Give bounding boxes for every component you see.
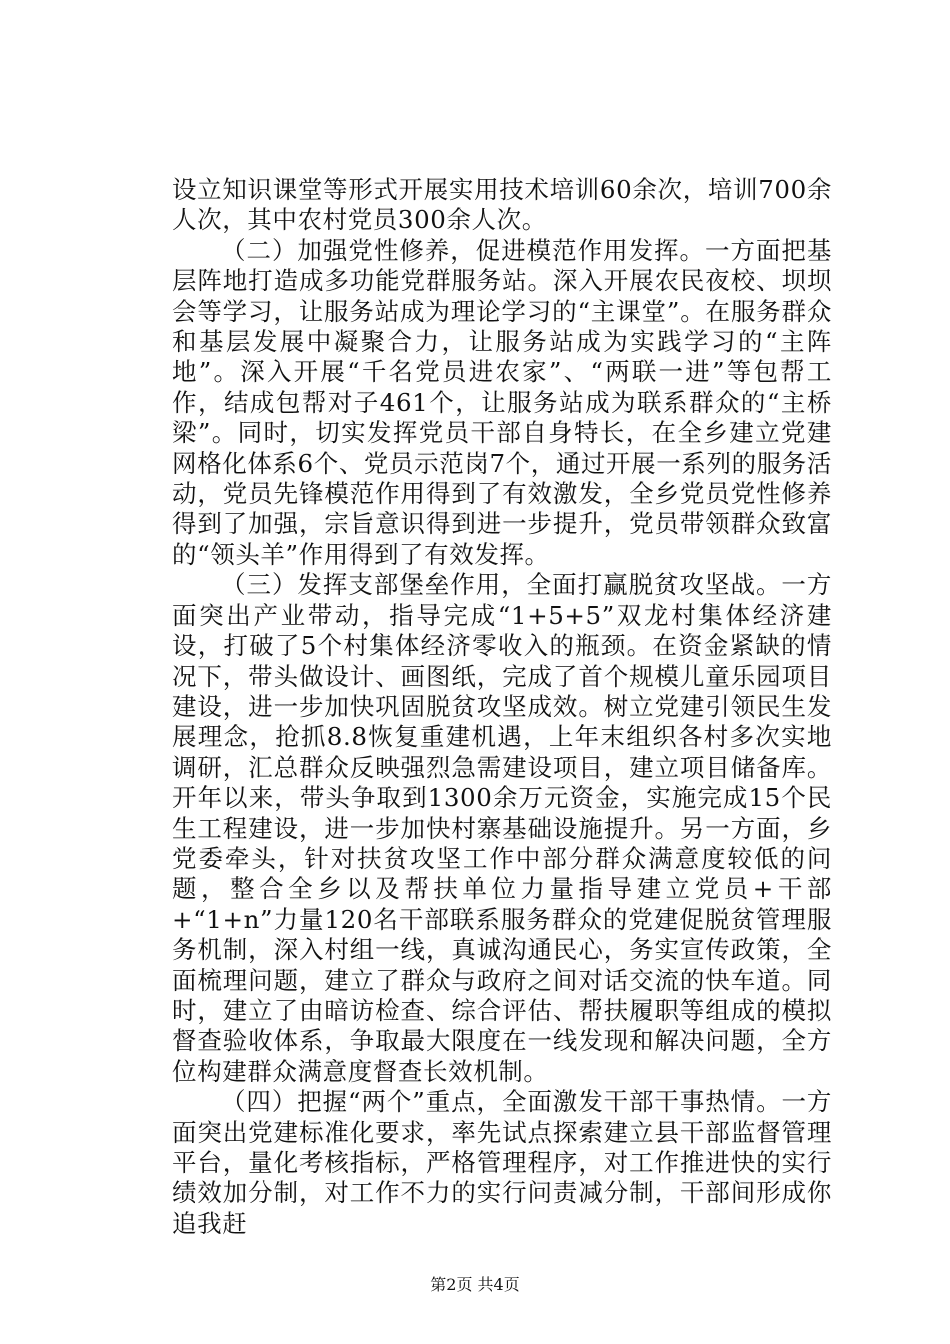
paragraph-training-summary: 设立知识课堂等形式开展实用技术培训60余次，培训700余人次，其中农村党员300余人次。 (172, 175, 832, 235)
document-body (172, 175, 832, 1239)
paragraph-cadre-motivation: （四）把握“两个”重点，全面激发干部干事热情。一方面突出党建标准化要求，率先试点探索建立县干部监督管理平台，量化考核指标，严格管理程序，对工作推进快的实行绩效加分制，对工作不力的实行问责减分制，干部间形成你追我赶 (172, 1087, 832, 1238)
paragraph-party-cultivation: （二）加强党性修养，促进模范作用发挥。一方面把基层阵地打造成多功能党群服务站。深入开展农民夜校、坝坝会等学习，让服务站成为理论学习的“主课堂”。在服务群众和基层发展中凝聚合力，让服务站成为实践学习的“主阵地”。深入开展“千名党员进农家”、“两联一进”等包帮工作，结成包帮对子461个，让服务站成为联系群众的“主桥梁”。同时，切实发挥党员干部自身特长，在全乡建立党建网格化体系6个、党员示范岗7个，通过开展一系列的服务活动，党员先锋模范作用得到了有效激发，全乡党员党性修养得到了加强，宗旨意识得到进一步提升，党员带领群众致富的“领头羊”作用得到了有效发挥。 (172, 235, 832, 569)
page-footer (0, 1275, 950, 1295)
paragraph-poverty-alleviation: （三）发挥支部堡垒作用，全面打赢脱贫攻坚战。一方面突出产业带动，指导完成“1+5+5”双龙村集体经济建设，打破了5个村集体经济零收入的瓶颈。在资金紧缺的情况下，带头做设计、画图纸，完成了首个规模儿童乐园项目建设，进一步加快巩固脱贫攻坚成效。树立党建引领民生发展理念，抢抓8.8恢复重建机遇，上年末组织各村多次实地调研，汇总群众反映强烈急需建设项目，建立项目储备库。开年以来，带头争取到1300余万元资金，实施完成15个民生工程建设，进一步加快村寨基础设施提升。另一方面，乡党委牵头，针对扶贫攻坚工作中部分群众满意度较低的问题，整合全乡以及帮扶单位力量指导建立党员+干部+“1+n”力量120名干部联系服务群众的党建促脱贫管理服务机制，深入村组一线，真诚沟通民心，务实宣传政策，全面梳理问题，建立了群众与政府之间对话交流的快车道。同时，建立了由暗访检查、综合评估、帮扶履职等组成的模拟督查验收体系，争取最大限度在一线发现和解决问题，全方位构建群众满意度督查长效机制。 (172, 570, 832, 1086)
page-number-label: 第2页 共4页 (430, 1275, 520, 1294)
